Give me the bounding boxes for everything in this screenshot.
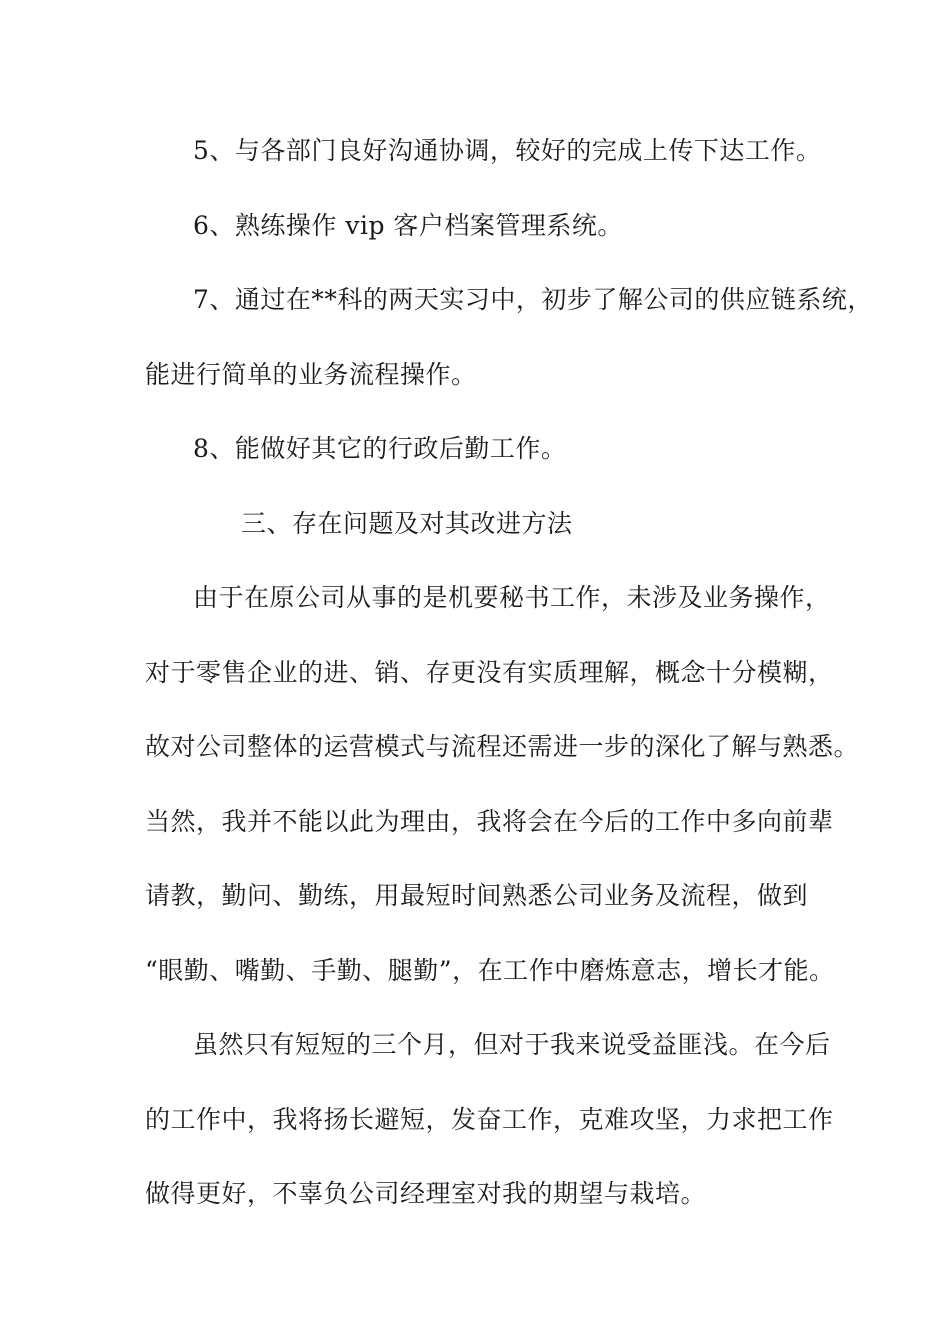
item-7-line-1: 7、通过在**科的两天实习中，初步了解公司的供应链系统， [193, 285, 873, 314]
item-6-line: 6、熟练操作 vip 客户档案管理系统。 [193, 211, 623, 240]
item-5-line: 5、与各部门良好沟通协调，较好的完成上传下达工作。 [193, 136, 822, 165]
item-7-line-2: 能进行简单的业务流程操作。 [145, 360, 477, 389]
paragraph-1-line-3: 故对公司整体的运营模式与流程还需进一步的深化了解与熟悉。 [145, 732, 860, 761]
paragraph-2-line-3: 做得更好，不辜负公司经理室对我的期望与栽培。 [145, 1179, 707, 1208]
paragraph-2-line-1: 虽然只有短短的三个月，但对于我来说受益匪浅。在今后 [193, 1030, 831, 1059]
paragraph-1-line-5: 请教，勤问、勤练，用最短时间熟悉公司业务及流程，做到 [145, 881, 809, 910]
item-8-line: 8、能做好其它的行政后勤工作。 [193, 434, 567, 463]
paragraph-1-line-1: 由于在原公司从事的是机要秘书工作，未涉及业务操作， [193, 583, 831, 612]
paragraph-2-line-2: 的工作中，我将扬长避短，发奋工作，克难攻坚，力求把工作 [145, 1105, 834, 1134]
paragraph-1-line-2: 对于零售企业的进、销、存更没有实质理解，概念十分模糊， [145, 658, 834, 687]
paragraph-1-line-6: “眼勤、嘴勤、手勤、腿勤”，在工作中磨炼意志，增长才能。 [145, 956, 835, 985]
paragraph-1-line-4: 当然，我并不能以此为理由，我将会在今后的工作中多向前辈 [145, 807, 834, 836]
section-heading: 三、存在问题及对其改进方法 [241, 509, 573, 538]
